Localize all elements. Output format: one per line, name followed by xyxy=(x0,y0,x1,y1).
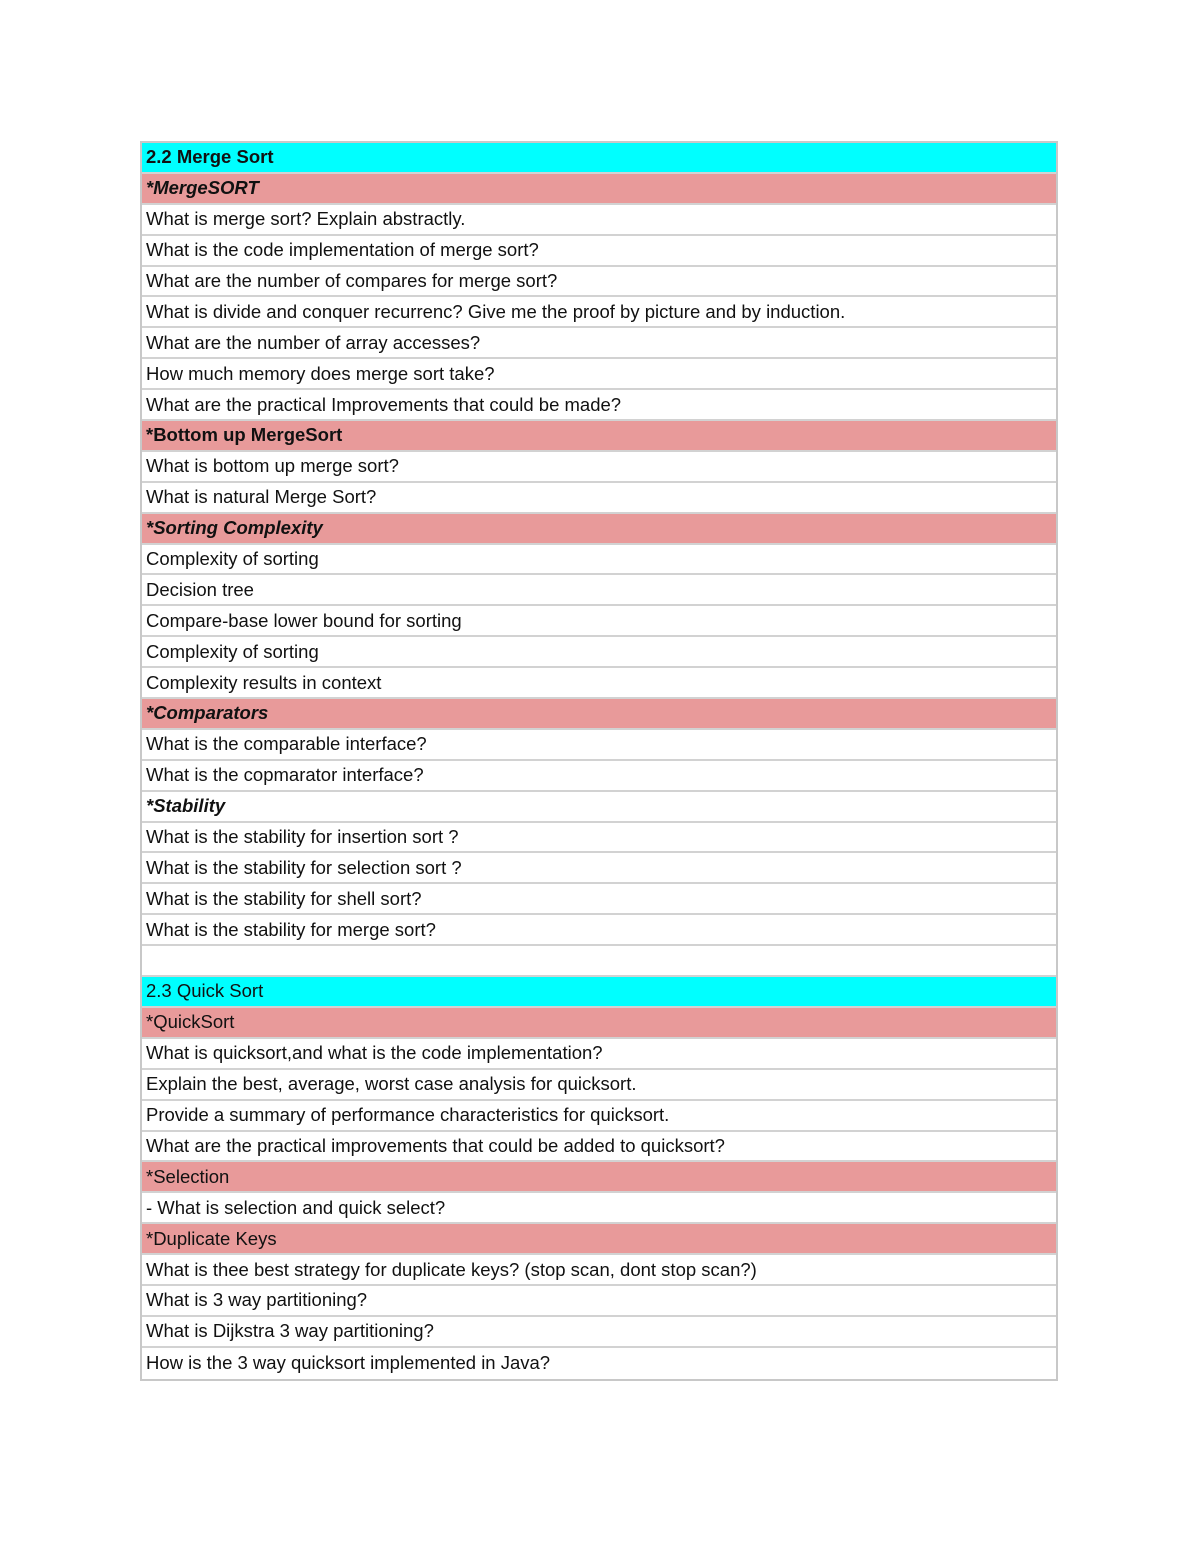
question-row: What is Dijkstra 3 way partitioning? xyxy=(142,1317,1056,1348)
question-row: What is the comparable interface? xyxy=(142,730,1056,761)
topic-header-row: *Duplicate Keys xyxy=(142,1224,1056,1255)
question-row: Explain the best, average, worst case analysis for quicksort. xyxy=(142,1070,1056,1101)
question-row: What is the stability for merge sort? xyxy=(142,915,1056,946)
question-row: - What is selection and quick select? xyxy=(142,1193,1056,1224)
section-header-row: 2.3 Quick Sort xyxy=(142,977,1056,1008)
question-row: What is the code implementation of merge sort? xyxy=(142,236,1056,267)
question-row: What are the number of array accesses? xyxy=(142,328,1056,359)
subtopic-row: *Stability xyxy=(142,792,1056,823)
question-row: What is divide and conquer recurrenc? Give me the proof by picture and by induction. xyxy=(142,297,1056,328)
question-row: Provide a summary of performance characteristics for quicksort. xyxy=(142,1101,1056,1132)
question-row: How is the 3 way quicksort implemented in Java? xyxy=(146,1352,551,1374)
topic-header-row: *Comparators xyxy=(142,699,1056,730)
question-row: Compare-base lower bound for sorting xyxy=(142,606,1056,637)
topic-header-row: *Selection xyxy=(142,1162,1056,1193)
question-row: What is natural Merge Sort? xyxy=(142,483,1056,514)
question-row: What is the stability for shell sort? xyxy=(142,884,1056,915)
question-row: What is merge sort? Explain abstractly. xyxy=(142,205,1056,236)
section-header-row: 2.2 Merge Sort xyxy=(142,143,1056,174)
topic-header-row: *Sorting Complexity xyxy=(142,514,1056,545)
question-row: What are the number of compares for merge sort? xyxy=(142,267,1056,298)
question-row: Decision tree xyxy=(142,575,1056,606)
topic-header-row: *QuickSort xyxy=(142,1008,1056,1039)
question-row: Complexity of sorting xyxy=(142,637,1056,668)
empty-row xyxy=(142,946,1056,977)
question-row: What is thee best strategy for duplicate keys? (stop scan, dont stop scan?) xyxy=(142,1255,1056,1286)
topic-header-row: *MergeSORT xyxy=(142,174,1056,205)
question-row: What is quicksort,and what is the code implementation? xyxy=(142,1039,1056,1070)
question-row: Complexity results in context xyxy=(142,668,1056,699)
question-row: What is the copmarator interface? xyxy=(142,761,1056,792)
question-row: What is 3 way partitioning? xyxy=(142,1286,1056,1317)
question-row: What are the practical Improvements that could be made? xyxy=(142,390,1056,421)
question-row: What are the practical improvements that could be added to quicksort? xyxy=(142,1132,1056,1163)
question-row: Complexity of sorting xyxy=(142,545,1056,576)
question-sheet-table xyxy=(140,141,1058,1381)
question-row: What is the stability for insertion sort ? xyxy=(142,823,1056,854)
topic-header-row: *Bottom up MergeSort xyxy=(142,421,1056,452)
question-row: How much memory does merge sort take? xyxy=(142,359,1056,390)
question-row: What is the stability for selection sort ? xyxy=(142,853,1056,884)
question-row: What is bottom up merge sort? xyxy=(142,452,1056,483)
